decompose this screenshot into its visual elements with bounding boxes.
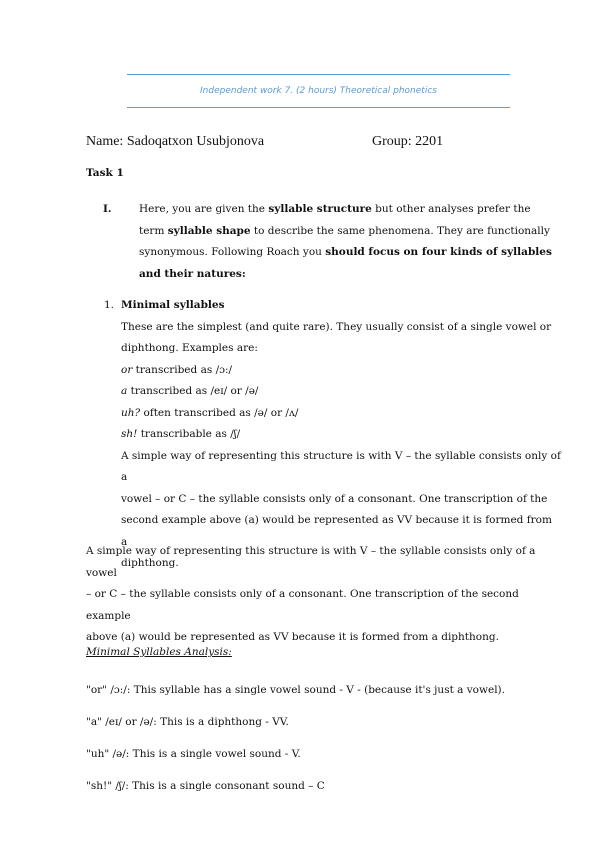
student-group: Group: 2201: [372, 134, 444, 149]
example-line: a transcribed as /eɪ/ or /ə/: [121, 385, 259, 397]
paragraph-line: – or C – the syllable consists only of a consonant. One transcription of the second example: [86, 588, 519, 622]
analysis-line: "a" /eɪ/ or /ə/: This is a diphthong - VV.: [86, 716, 289, 728]
item-1-body: [121, 295, 561, 575]
example-line: uh? often transcribed as /ə/ or /ʌ/: [121, 406, 299, 419]
section-i-line: synonymous. Following Roach you should focus on four kinds of syllables: [139, 246, 552, 258]
analysis-line: "sh!" /ʃ/: This is a single consonant sound – C: [86, 780, 325, 792]
desc-line: A simple way of representing this structure is with V – the syllable consists only of a: [121, 449, 561, 483]
student-name: Name: Sadoqatxon Usubjonova: [86, 134, 265, 149]
section-i-line: and their natures:: [139, 267, 246, 280]
task-heading: Task 1: [86, 167, 124, 179]
header-bottom-rule: [127, 107, 510, 108]
item-title: Minimal syllables: [121, 299, 225, 311]
desc-line: diphthong.: [121, 557, 179, 569]
header-top-rule: [127, 74, 510, 75]
analysis-list: [86, 674, 566, 802]
section-marker: I.: [103, 203, 112, 215]
item-line: These are the simplest (and quite rare). They usually consist of a single vowel or: [121, 320, 552, 333]
item-number: 1.: [104, 299, 115, 311]
body-paragraph: [86, 541, 566, 649]
desc-line: second example above (a) would be represented as VV because it is formed from a: [121, 514, 552, 548]
analysis-line: "uh" /ə/: This is a single vowel sound - V.: [86, 748, 301, 760]
example-line: sh! transcribable as /ʃ/: [121, 428, 241, 440]
header-text: Independent work 7. (2 hours) Theoretical phonetics: [200, 86, 437, 96]
section-i-line: term syllable shape to describe the same phenomena. They are functionally: [139, 224, 550, 237]
analysis-line: "or" /ɔ:/: This syllable has a single vowel sound - V - (because it's just a vowel).: [86, 684, 505, 696]
paragraph-line: above (a) would be represented as VV because it is formed from a diphthong.: [86, 631, 499, 643]
section-i-body: [139, 199, 559, 285]
example-line: or transcribed as /ɔ:/: [121, 363, 233, 376]
analysis-heading: Minimal Syllables Analysis:: [86, 646, 232, 658]
item-line: diphthong. Examples are:: [121, 342, 258, 354]
paragraph-line: A simple way of representing this structure is with V – the syllable consists only of a vowel: [86, 545, 536, 579]
section-i-line: Here, you are given the syllable structure but other analyses prefer the: [139, 203, 531, 215]
desc-line: vowel – or C – the syllable consists only of a consonant. One transcription of the: [121, 492, 548, 505]
